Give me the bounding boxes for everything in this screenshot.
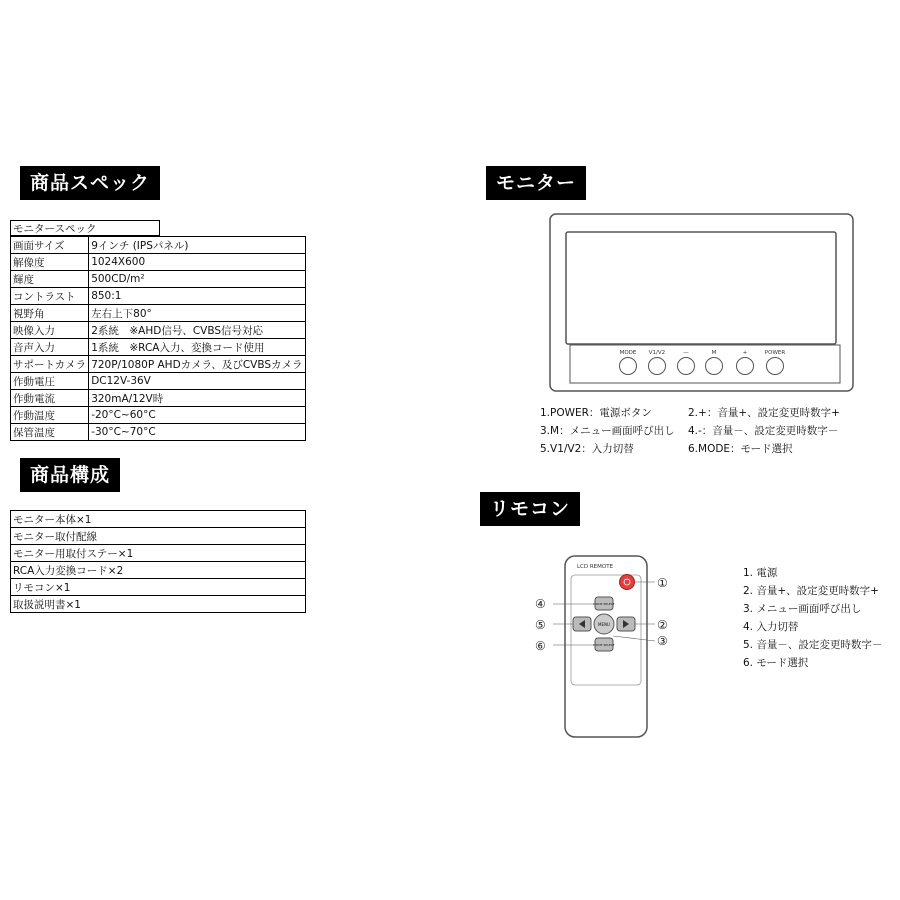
monitor-legend-item: 1.POWER：電源ボタン xyxy=(540,407,652,419)
remote-illustration xyxy=(525,553,685,743)
spec-value: 左右上下80° xyxy=(89,305,305,322)
monitor-legend-row-1 xyxy=(540,404,840,422)
contents-item: モニター本体×1 xyxy=(11,511,306,528)
callout-2: ② xyxy=(657,618,668,632)
spec-key: 輝度 xyxy=(11,271,89,288)
remote-down-label: MODE SELECT xyxy=(593,643,615,647)
spec-value: 2系統 ※AHD信号、CVBS信号対応 xyxy=(89,322,305,339)
remote-legend-item: 6. モード選択 xyxy=(743,657,809,669)
monitor-heading: モニター xyxy=(486,166,586,200)
contents-item: 取扱説明書×1 xyxy=(11,596,306,613)
monitor-button-bar xyxy=(570,345,840,383)
monitor-button[interactable] xyxy=(678,358,695,375)
contents-item: モニター用取付ステー×1 xyxy=(11,545,306,562)
monitor-legend-row-3 xyxy=(540,440,840,458)
monitor-legend-item: 6.MODE：モード選択 xyxy=(688,443,793,455)
monitor-legend-row-2 xyxy=(540,422,840,440)
spec-key: 保管温度 xyxy=(11,424,89,441)
spec-value: 850:1 xyxy=(89,288,305,305)
contents-item: RCA入力変換コード×2 xyxy=(11,562,306,579)
spec-row xyxy=(11,237,306,254)
contents-item: モニター取付配線 xyxy=(11,528,306,545)
monitor-legend-item: 2.+：音量+、設定変更時数字+ xyxy=(688,407,840,419)
remote-menu-label: MENU xyxy=(598,622,610,627)
remote-legend-item: 2. 音量+、設定変更時数字+ xyxy=(743,585,879,597)
remote-heading: リモコン xyxy=(480,492,580,526)
monitor-button[interactable] xyxy=(767,358,784,375)
spec-value: 320mA/12V時 xyxy=(89,390,305,407)
spec-row xyxy=(11,254,306,271)
monitor-legend-item: 3.M：メニュー画面呼び出し xyxy=(540,425,675,437)
spec-row xyxy=(11,390,306,407)
spec-value: -20°C~60°C xyxy=(89,407,305,424)
monitor-button[interactable] xyxy=(737,358,754,375)
spec-key: コントラスト xyxy=(11,288,89,305)
monitor-legend-item: 5.V1/V2：入力切替 xyxy=(540,443,634,455)
remote-up-label: MODE SELECT xyxy=(593,602,615,606)
spec-key: 映像入力 xyxy=(11,322,89,339)
spec-key: 作動電圧 xyxy=(11,373,89,390)
spec-heading: 商品スペック xyxy=(20,166,160,200)
remote-legend-item: 3. メニュー画面呼び出し xyxy=(743,603,862,615)
remote-legend-item: 5. 音量－、設定変更時数字－ xyxy=(743,639,883,651)
spec-row xyxy=(11,288,306,305)
spec-row xyxy=(11,373,306,390)
spec-value: 1024X600 xyxy=(89,254,305,271)
monitor-button-label: MODE xyxy=(619,350,637,356)
contents-row xyxy=(11,579,306,596)
monitor-button[interactable] xyxy=(649,358,666,375)
spec-row xyxy=(11,305,306,322)
monitor-legend xyxy=(540,404,840,458)
spec-key: 作動温度 xyxy=(11,407,89,424)
monitor-button-label: — xyxy=(683,350,689,356)
spec-value: -30°C~70°C xyxy=(89,424,305,441)
contents-item: リモコン×1 xyxy=(11,579,306,596)
spec-row xyxy=(11,271,306,288)
contents-row xyxy=(11,511,306,528)
spec-key: 画面サイズ xyxy=(11,237,89,254)
power-button[interactable] xyxy=(620,575,635,590)
spec-row xyxy=(11,424,306,441)
spec-key: 音声入力 xyxy=(11,339,89,356)
monitor-button-label: V1/V2 xyxy=(648,350,666,356)
spec-row xyxy=(11,407,306,424)
contents-table xyxy=(10,510,306,613)
contents-heading: 商品構成 xyxy=(20,458,120,492)
spec-value: DC12V-36V xyxy=(89,373,305,390)
spec-row xyxy=(11,356,306,373)
callout-4: ④ xyxy=(535,597,546,611)
spec-row xyxy=(11,322,306,339)
monitor-button-label: + xyxy=(742,350,748,356)
contents-row xyxy=(11,545,306,562)
spec-value: 1系統 ※RCA入力、変換コード使用 xyxy=(89,339,305,356)
contents-row xyxy=(11,528,306,545)
spec-key: 作動電流 xyxy=(11,390,89,407)
spec-key: 視野角 xyxy=(11,305,89,322)
monitor-screen xyxy=(566,232,836,344)
spec-key: 解像度 xyxy=(11,254,89,271)
monitor-button[interactable] xyxy=(706,358,723,375)
spec-value: 720P/1080P AHDカメラ、及びCVBSカメラ xyxy=(89,356,305,373)
callout-1: ① xyxy=(657,576,668,590)
remote-legend-item: 4. 入力切替 xyxy=(743,621,799,633)
callout-5: ⑤ xyxy=(535,618,546,632)
monitor-button-label: POWER xyxy=(764,350,786,356)
monitor-illustration xyxy=(548,212,856,394)
monitor-legend-item: 4.-：音量－、設定変更時数字－ xyxy=(688,425,839,437)
spec-value: 9インチ (IPSパネル) xyxy=(89,237,305,254)
callout-6: ⑥ xyxy=(535,639,546,653)
spec-row xyxy=(11,339,306,356)
callout-3: ③ xyxy=(657,634,668,648)
remote-brand: LCD REMOTE xyxy=(576,564,614,570)
spec-value: 500CD/m² xyxy=(89,271,305,288)
spec-caption: モニタースペック xyxy=(10,220,160,236)
contents-row xyxy=(11,596,306,613)
spec-key: サポートカメラ xyxy=(11,356,89,373)
remote-legend-item: 1. 電源 xyxy=(743,567,778,579)
monitor-button-label: M xyxy=(711,350,717,356)
remote-legend xyxy=(743,564,882,672)
spec-table xyxy=(10,236,306,441)
contents-row xyxy=(11,562,306,579)
monitor-button[interactable] xyxy=(620,358,637,375)
